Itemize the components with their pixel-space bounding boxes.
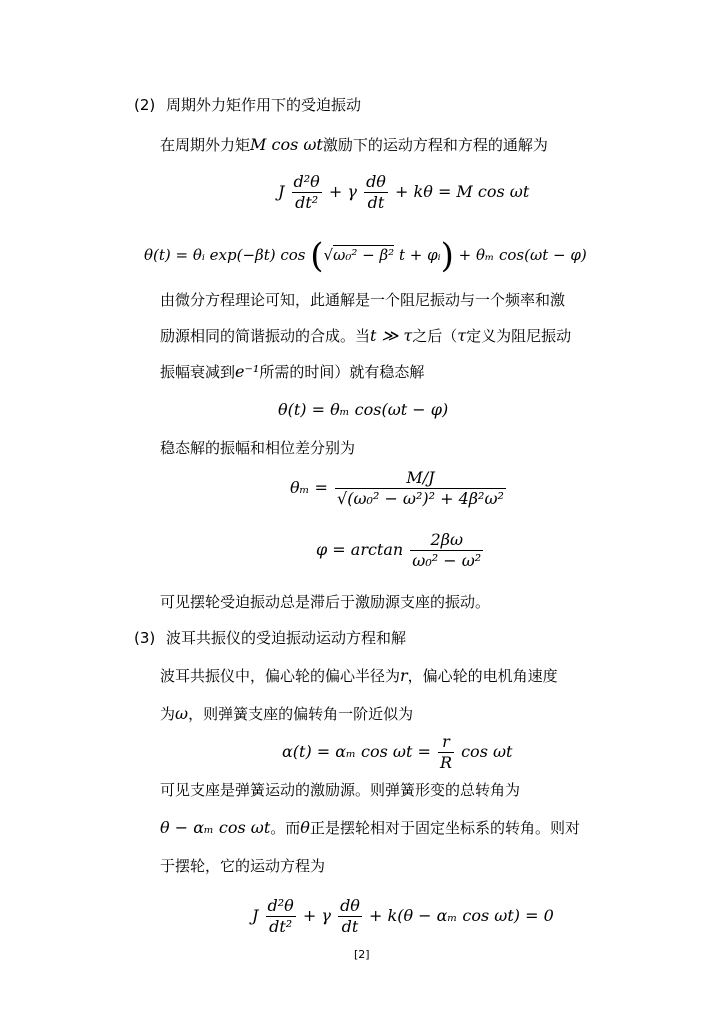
text: 激励下的运动方程和方程的通解为: [322, 136, 548, 154]
eq-term: θ(t) = θᵢ exp(−βt) cos: [144, 246, 306, 264]
paragraph-line: [160, 818, 580, 838]
text: ，偏心轮的电机角速度: [407, 667, 558, 685]
text: 在周期外力矩: [160, 136, 251, 154]
paragraph-line: [160, 704, 413, 724]
paragraph: 可见摆轮受迫振动总是滞后于激励源支座的振动。: [160, 593, 491, 611]
equation-general-solution: [144, 236, 587, 276]
numerator: d²θ: [293, 172, 320, 191]
eq-term: + kθ = M cos ωt: [395, 182, 530, 201]
text: 定义为阻尼振动: [466, 327, 572, 345]
inline-math: τ: [457, 326, 467, 345]
equation-steady-state: θ(t) = θₘ cos(ωt − φ): [278, 400, 449, 419]
eq-term: α(t) = αₘ cos ωt =: [282, 742, 431, 761]
fraction: [292, 172, 322, 213]
numerator: M/J: [335, 468, 506, 489]
fraction: [266, 896, 296, 937]
numerator: 2βω: [410, 530, 483, 551]
denominator: ω₀² − ω²: [412, 551, 482, 570]
eq-term: t + φᵢ: [398, 246, 441, 264]
eq-term: + γ: [328, 182, 357, 201]
eq-symbol: J: [278, 182, 285, 201]
section-title: 周期外力矩作用下的受迫振动: [166, 96, 362, 114]
sqrt-body: (ω₀² − ω²)² + 4β²ω²: [347, 489, 504, 508]
equation-pendulum-motion: [252, 896, 554, 937]
equation-motion: [278, 172, 529, 213]
text: 波耳共振仪中，偏心轮的偏心半径为: [160, 667, 401, 685]
fraction: [410, 530, 483, 571]
inline-math: θ − αₘ cos ωt: [160, 818, 271, 837]
sqrt-sign: √: [337, 489, 348, 508]
denominator: dt²: [295, 193, 319, 212]
eq-term: + γ: [302, 906, 331, 925]
inline-math: M cos ωt: [250, 135, 323, 154]
paragraph-line: [160, 362, 424, 382]
fraction: [438, 732, 454, 773]
inline-math: θ: [300, 818, 310, 837]
denominator: [335, 489, 506, 509]
inline-math: t ≫ τ: [370, 326, 413, 345]
fraction: [364, 172, 388, 213]
denominator: dt: [341, 917, 359, 936]
paren: (: [310, 236, 324, 276]
equation-phase: [316, 530, 485, 571]
page-number: [2]: [354, 948, 370, 961]
section-title: 波耳共振仪的受迫振动运动方程和解: [166, 629, 407, 647]
eq-term: cos ωt: [461, 742, 513, 761]
text: 之后（: [412, 327, 458, 345]
fraction: [338, 896, 362, 937]
numerator: d²θ: [267, 896, 294, 915]
inline-math: e⁻¹: [235, 362, 260, 381]
paren: ): [440, 236, 454, 276]
eq-term: θₘ =: [290, 478, 328, 497]
paragraph: [160, 135, 548, 155]
text: 为: [160, 705, 176, 723]
text: 。而: [270, 819, 301, 837]
paragraph-line: 可见支座是弹簧运动的激励源。则弹簧形变的总转角为: [160, 781, 521, 799]
numerator: dθ: [366, 172, 386, 191]
paragraph-line: [160, 666, 558, 686]
eq-term: + k(θ − αₘ cos ωt) = 0: [369, 906, 554, 925]
section-3-heading: [134, 628, 406, 648]
numerator: r: [438, 732, 454, 753]
section-number: (3): [134, 629, 156, 647]
sqrt-sign: √: [323, 246, 334, 264]
inline-math: ω: [175, 704, 189, 723]
denominator: dt²: [269, 917, 293, 936]
text: 正是摆轮相对于固定坐标系的转角。则对: [309, 819, 580, 837]
inline-math: r: [400, 666, 408, 685]
sqrt-body: ω₀² − β²: [333, 246, 395, 264]
text: 励源相同的简谐振动的合成。当: [160, 327, 371, 345]
eq-term: φ = arctan: [316, 540, 404, 559]
paragraph-line: 于摆轮，它的运动方程为: [160, 857, 326, 875]
paragraph-line: 由微分方程理论可知，此通解是一个阻尼振动与一个频率和激: [160, 291, 566, 309]
text: 振幅衰减到: [160, 363, 236, 381]
text: 所需的时间）就有稳态解: [259, 363, 425, 381]
numerator: dθ: [340, 896, 360, 915]
paragraph-line: [160, 326, 571, 346]
section-number: (2): [134, 96, 156, 114]
denominator: R: [439, 753, 452, 772]
eq-symbol: J: [252, 906, 259, 925]
fraction: [335, 468, 506, 509]
eq-term: + θₘ cos(ωt − φ): [458, 246, 587, 264]
paragraph: 稳态解的振幅和相位差分别为: [160, 439, 356, 457]
equation-amplitude: [290, 468, 508, 509]
section-2-heading: [134, 95, 361, 115]
equation-support-angle: [282, 732, 512, 773]
text: ，则弹簧支座的偏转角一阶近似为: [188, 705, 414, 723]
denominator: dt: [367, 193, 385, 212]
